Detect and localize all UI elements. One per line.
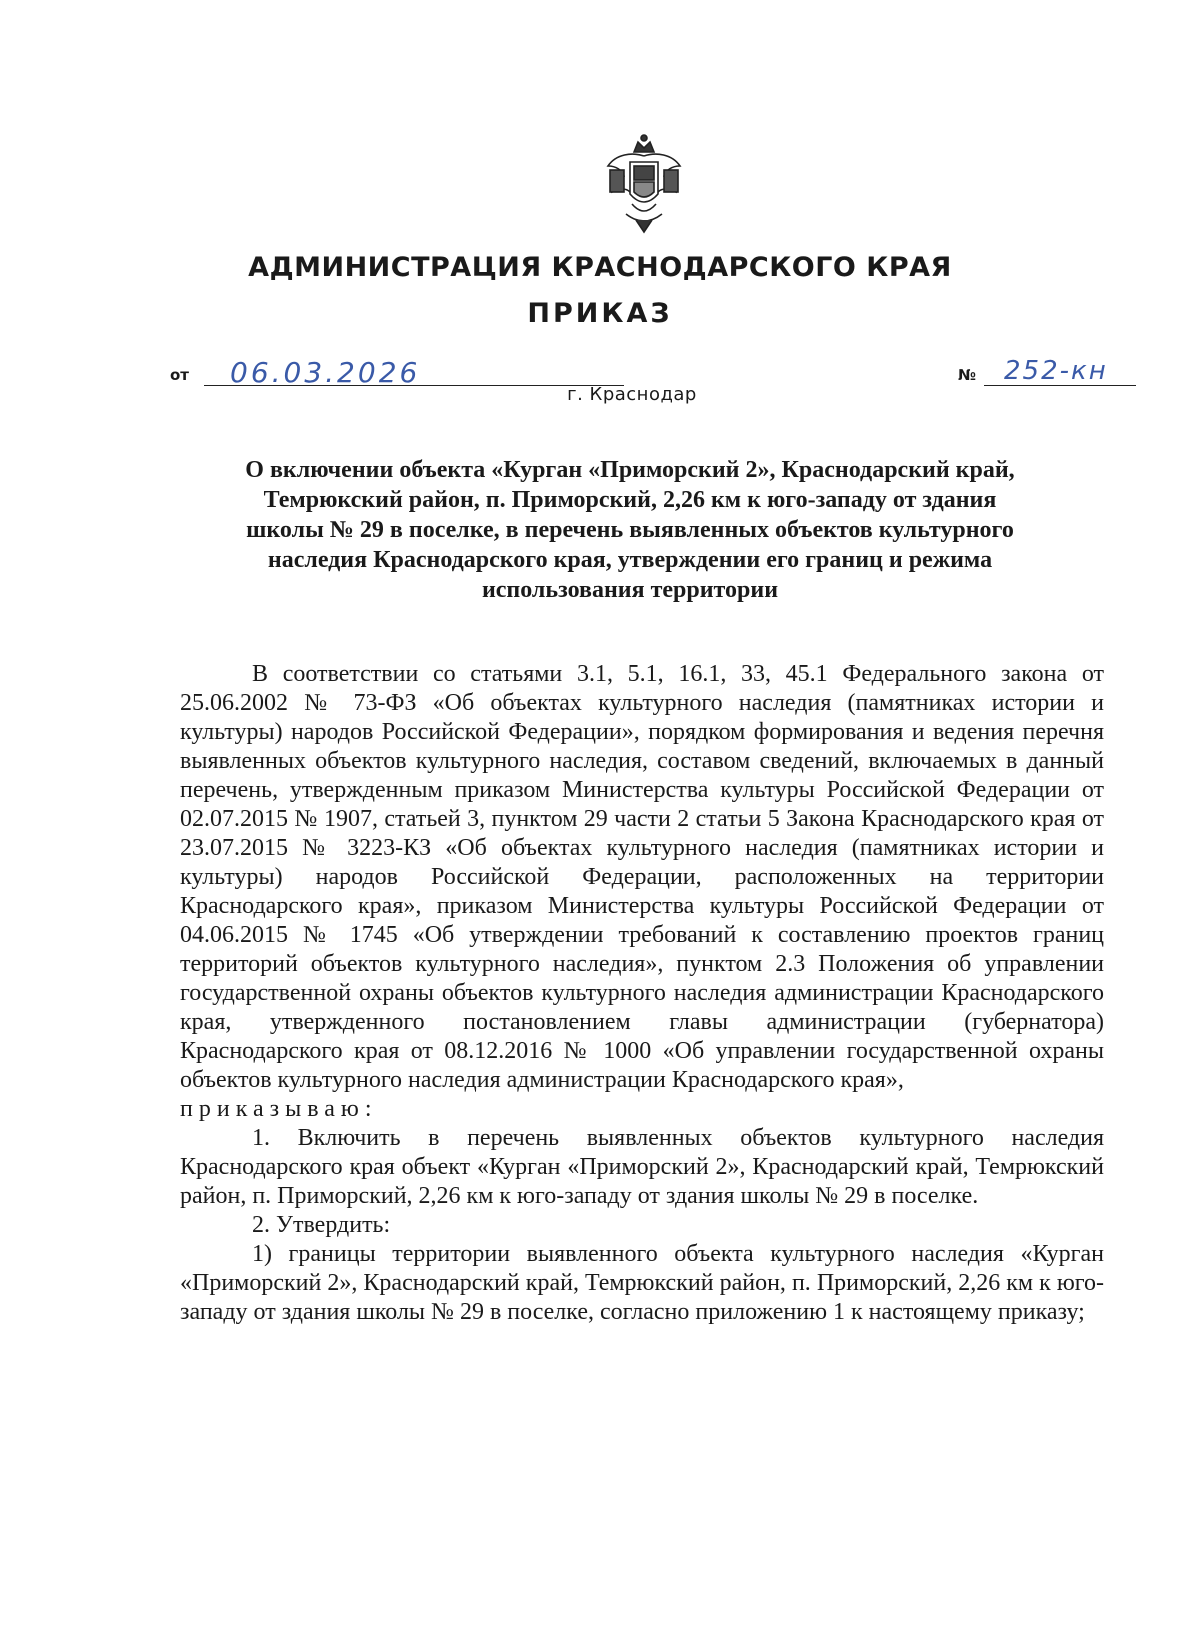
document-title <box>170 455 1090 605</box>
item-1-paragraph: 1. Включить в перечень выявленных объектов культурного наследия Краснодарского края объект «Курган «Приморский 2», Краснодарский край, Темрюкский район, п. Приморский, 2,26 км к юго-западу от здания школы № 29 в поселке. <box>180 1125 1104 1209</box>
city-line <box>0 384 1200 405</box>
order-word: приказываю: <box>180 1096 378 1122</box>
preamble-paragraph: В соответствии со статьями 3.1, 5.1, 16.1, 33, 45.1 Федерального закона от 25.06.2002 № 73-ФЗ «Об объектах культурного наследия (памятниках истории и культуры) народов Российской Федерации», порядком формирования и ведения перечня выявленных объектов культурного наследия, составом сведений, включаемых в данный перечень, утвержденным приказом Министерства культуры Российской Федерации от 02.07.2015 № 1907, статьей 3, пунктом 29 части 2 статьи 5 Закона Краснодарского края от 23.07.2015 № 3223-КЗ «Об объектах культурного наследия (памятниках истории и культуры) народов Российской Федерации, расположенных на территории Краснодарского края», приказом Министерства культуры Российской Федерации от 04.06.2015 № 1745 «Об утверждении требований к составлению проектов границ территорий объектов культурного наследия», пунктом 2.3 Положения об управлении государственной охраны объектов культурного наследия администрации Краснодарского края, утвержденного постановлением главы администрации (губернатора) Краснодарского края от 08.12.2016 № 1000 «Об управлении государственной охраны объектов культурного наследия администрации Краснодарского края», <box>180 661 1104 1093</box>
title-line: школы № 29 в поселке, в перечень выявленных объектов культурного <box>246 517 1014 543</box>
city-name: г. Краснодар <box>567 384 697 405</box>
organization-name: АДМИНИСТРАЦИЯ КРАСНОДАРСКОГО КРАЯ <box>248 252 952 283</box>
document-body <box>180 660 1104 1327</box>
title-line: наследия Краснодарского края, утверждении его границ и режима <box>267 547 993 573</box>
document-type: ПРИКАЗ <box>527 298 673 329</box>
number-prefix: № <box>958 366 977 384</box>
date-value: 06.03.2026 <box>230 356 421 389</box>
item-2-1-paragraph: 1) границы территории выявленного объекта культурного наследия «Курган «Приморский 2», Краснодарский край, Темрюкский район, п. Приморский, 2,26 км к юго-западу от здания школы № 29 в поселке, согласно приложению 1 к настоящему приказу; <box>180 1241 1104 1325</box>
coat-of-arms-icon <box>602 132 686 234</box>
title-line: О включении объекта «Курган «Приморский 2», Краснодарский край, <box>245 457 1015 483</box>
title-line: Темрюкский район, п. Приморский, 2,26 км к юго-западу от здания <box>263 487 997 513</box>
date-prefix: от <box>170 366 189 384</box>
title-line: использования территории <box>481 577 779 603</box>
number-value: 252-кн <box>1004 356 1108 386</box>
item-2-paragraph: 2. Утвердить: <box>252 1212 391 1238</box>
